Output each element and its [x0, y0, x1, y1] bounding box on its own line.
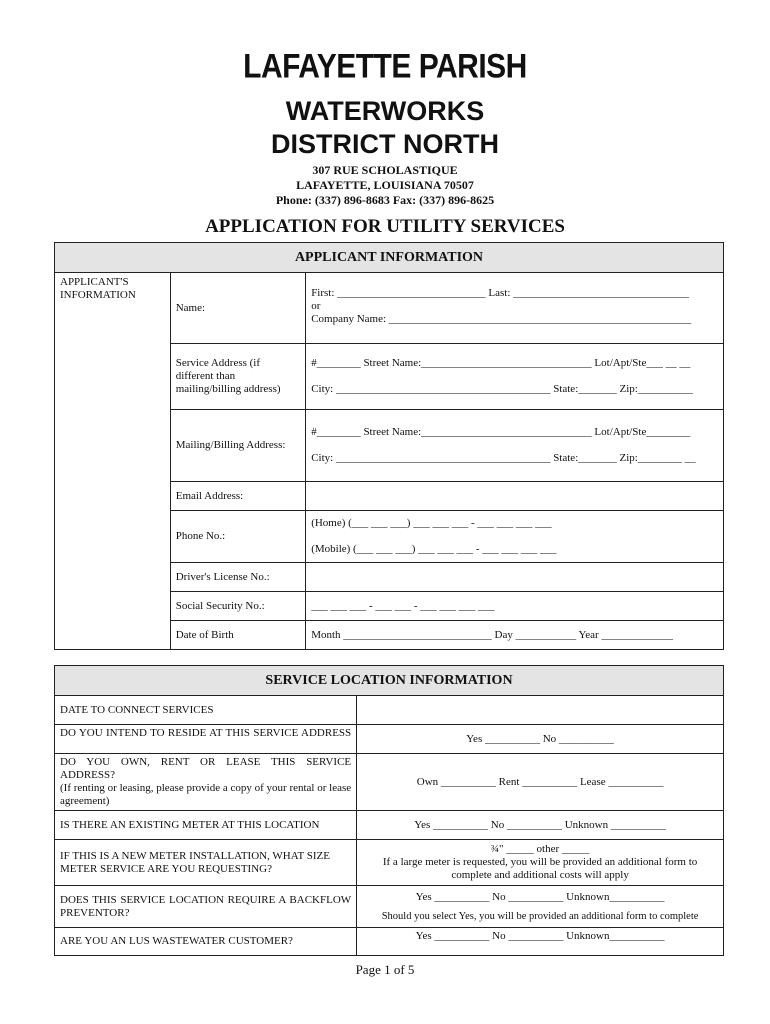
- reside-question: DO YOU INTEND TO RESIDE AT THIS SERVICE ADDRESS: [55, 725, 357, 754]
- own-rent-question: [55, 754, 357, 811]
- backflow-answer[interactable]: [357, 886, 724, 928]
- meter-size-options[interactable]: ¾" _____ other _____: [490, 843, 590, 855]
- org-name-line2: WATERWORKS: [285, 96, 485, 126]
- own-rent-text: DO YOU OWN, RENT OR LEASE THIS SERVICE ADDRESS?: [60, 756, 352, 781]
- dob-label: Date of Birth: [170, 621, 305, 650]
- service-location-table: [54, 665, 724, 956]
- name-or-text: or: [311, 300, 321, 312]
- backflow-note: Should you select Yes, you will be provided an additional form to complete: [381, 910, 699, 922]
- phone-home-line[interactable]: (Home) (___ ___ ___) ___ ___ ___ - ___ ___ ___ ___: [311, 517, 552, 529]
- meter-size-note: If a large meter is requested, you will be provided an additional form to complete and additional costs will apply: [382, 856, 698, 881]
- name-first-last-line[interactable]: First: ___________________________ Last: ________________________________: [311, 287, 690, 299]
- name-field[interactable]: [306, 273, 724, 344]
- date-connect-label: DATE TO CONNECT SERVICES: [55, 696, 357, 725]
- drivers-license-label: Driver's License No.:: [170, 563, 305, 592]
- ssn-field[interactable]: ___ ___ ___ - ___ ___ - ___ ___ ___ ___: [306, 592, 724, 621]
- mailing-city-line[interactable]: City: _______________________________________ State:_______ Zip:________ __: [311, 452, 696, 464]
- ssn-label: Social Security No.:: [170, 592, 305, 621]
- reside-answer[interactable]: Yes __________ No __________: [357, 725, 724, 754]
- wastewater-answer[interactable]: Yes __________ No __________ Unknown__________: [357, 928, 724, 956]
- wastewater-question: ARE YOU AN LUS WASTEWATER CUSTOMER?: [55, 928, 357, 956]
- service-street-line[interactable]: #________ Street Name:_______________________________ Lot/Apt/Ste___ __ __: [311, 357, 691, 369]
- address-city: LAFAYETTE, LOUISIANA 70507: [296, 178, 474, 192]
- email-label: Email Address:: [170, 482, 305, 511]
- date-connect-field[interactable]: [357, 696, 724, 725]
- service-address-field[interactable]: [306, 344, 724, 410]
- applicant-side-label: APPLICANT'S INFORMATION: [55, 273, 171, 650]
- backflow-options[interactable]: Yes __________ No __________ Unknown__________: [415, 890, 665, 903]
- existing-meter-question: IS THERE AN EXISTING METER AT THIS LOCATION: [55, 811, 357, 840]
- meter-size-question: IF THIS IS A NEW METER INSTALLATION, WHAT SIZE METER SERVICE ARE YOU REQUESTING?: [55, 840, 357, 886]
- own-rent-note: (If renting or leasing, please provide a copy of your rental or lease agreement): [60, 782, 352, 807]
- address-street: 307 RUE SCHOLASTIQUE: [312, 163, 458, 177]
- existing-meter-answer[interactable]: Yes __________ No __________ Unknown __________: [357, 811, 724, 840]
- backflow-question: DOES THIS SERVICE LOCATION REQUIRE A BACKFLOW PREVENTOR?: [55, 886, 357, 928]
- applicant-section-heading: APPLICANT INFORMATION: [55, 243, 724, 273]
- org-name-line1: LAFAYETTE PARISH: [243, 47, 527, 86]
- email-field[interactable]: [306, 482, 724, 511]
- form-title: APPLICATION FOR UTILITY SERVICES: [205, 216, 565, 237]
- page-number: Page 1 of 5: [355, 962, 415, 977]
- contact-phone-fax: Phone: (337) 896-8683 Fax: (337) 896-8625: [275, 193, 495, 207]
- name-label: Name:: [170, 273, 305, 344]
- mailing-address-field[interactable]: [306, 410, 724, 482]
- mailing-address-label: Mailing/Billing Address:: [170, 410, 305, 482]
- service-address-label: Service Address (if different than mailing/billing address): [170, 344, 305, 410]
- phone-field[interactable]: [306, 511, 724, 563]
- applicant-information-table: [54, 242, 724, 650]
- drivers-license-field[interactable]: [306, 563, 724, 592]
- service-section-heading: SERVICE LOCATION INFORMATION: [55, 666, 724, 696]
- phone-mobile-line[interactable]: (Mobile) (___ ___ ___) ___ ___ ___ - ___ ___ ___ ___: [311, 543, 557, 555]
- dob-field[interactable]: Month ___________________________ Day ___________ Year _____________: [306, 621, 724, 650]
- mailing-street-line[interactable]: #________ Street Name:_______________________________ Lot/Apt/Ste________: [311, 426, 691, 438]
- phone-label: Phone No.:: [170, 511, 305, 563]
- service-city-line[interactable]: City: _______________________________________ State:_______ Zip:__________: [311, 383, 693, 395]
- company-name-line[interactable]: Company Name: _______________________________________________________: [311, 313, 692, 325]
- meter-size-answer[interactable]: [357, 840, 724, 886]
- org-name-line3: DISTRICT NORTH: [271, 129, 499, 159]
- own-rent-answer[interactable]: Own __________ Rent __________ Lease __________: [357, 754, 724, 811]
